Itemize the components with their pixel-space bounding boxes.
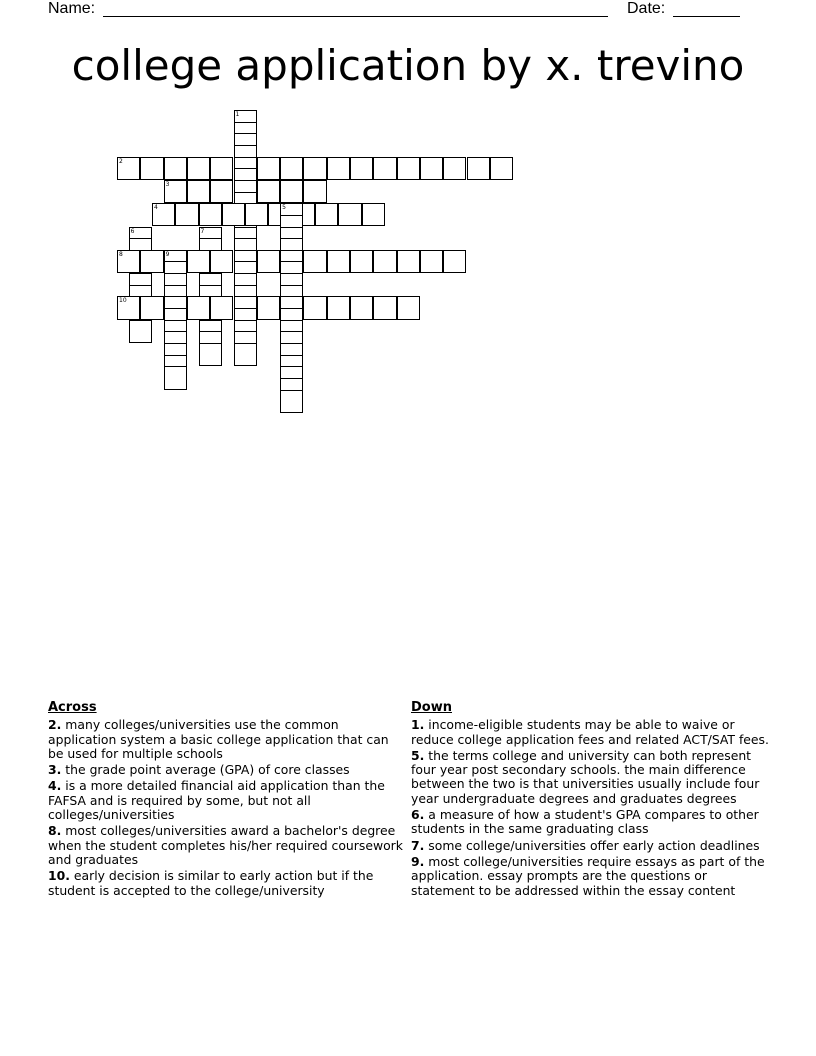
clue-number: 1. xyxy=(411,717,425,733)
cell-number: 4 xyxy=(153,204,158,212)
puzzle-title: college application by x. trevino xyxy=(71,41,745,90)
clue-text: many colleges/universities use the common application system a basic college application that can be used for multiple schools xyxy=(48,717,389,761)
across-clues xyxy=(48,701,403,900)
crossword-cell[interactable] xyxy=(303,157,326,180)
clue-across-10 xyxy=(48,869,403,898)
down-heading: Down xyxy=(411,700,452,715)
crossword-cell[interactable] xyxy=(222,203,245,226)
crossword-cell[interactable] xyxy=(187,180,210,203)
crossword-cell[interactable] xyxy=(140,250,163,273)
date-field[interactable] xyxy=(673,16,740,17)
crossword-cell[interactable] xyxy=(117,250,140,273)
crossword-cell[interactable] xyxy=(467,157,490,180)
crossword-cell[interactable] xyxy=(245,203,268,226)
crossword-cell[interactable] xyxy=(234,343,257,366)
date-label: Date: xyxy=(627,0,666,17)
crossword-cell[interactable] xyxy=(327,157,350,180)
crossword-cell[interactable] xyxy=(210,250,233,273)
crossword-cell[interactable] xyxy=(140,157,163,180)
clue-down-6 xyxy=(411,808,771,837)
cell-number: 8 xyxy=(119,250,123,258)
worksheet-header xyxy=(48,0,748,20)
cell-number: 7 xyxy=(200,227,205,235)
crossword-cell[interactable] xyxy=(187,157,210,180)
crossword-cell[interactable] xyxy=(140,296,163,319)
clue-number: 9. xyxy=(411,853,425,869)
crossword-cell[interactable] xyxy=(257,250,280,273)
crossword-cell[interactable] xyxy=(164,366,187,389)
clue-number: 5. xyxy=(411,747,425,763)
clue-down-7 xyxy=(411,839,771,853)
crossword-cell[interactable] xyxy=(362,203,385,226)
crossword-cell[interactable] xyxy=(350,250,373,273)
crossword-cell[interactable] xyxy=(175,203,198,226)
clue-text: the grade point average (GPA) of core classes xyxy=(65,762,350,778)
clue-text: most colleges/universities award a bachelor's degree when the student completes his/her required coursework and graduates xyxy=(48,823,403,867)
crossword-cell[interactable] xyxy=(280,180,303,203)
crossword-cell[interactable] xyxy=(210,296,233,319)
clue-down-5 xyxy=(411,749,771,806)
crossword-cell[interactable] xyxy=(397,250,420,273)
crossword-cell[interactable] xyxy=(397,157,420,180)
crossword-cell[interactable] xyxy=(303,180,326,203)
cell-number: 6 xyxy=(130,227,135,235)
clue-text: the terms college and university can both represent four year post secondary schools. the main difference between the two is that universities usually include four year undergraduate degrees and graduates degrees xyxy=(411,747,760,806)
down-clues xyxy=(411,701,771,900)
clue-text: early decision is similar to early action but if the student is accepted to the college/university xyxy=(48,868,374,898)
crossword-cell[interactable] xyxy=(443,250,466,273)
crossword-cell[interactable] xyxy=(373,250,396,273)
crossword-cell[interactable] xyxy=(315,203,338,226)
crossword-cell[interactable] xyxy=(350,296,373,319)
clue-text: income-eligible students may be able to waive or reduce college application fees and related ACT/SAT fees. xyxy=(411,717,769,747)
crossword-cell[interactable] xyxy=(257,180,280,203)
name-field[interactable] xyxy=(103,16,608,17)
crossword-cell[interactable] xyxy=(303,250,326,273)
crossword-cell[interactable] xyxy=(152,203,175,226)
crossword-cell[interactable] xyxy=(199,343,222,366)
clue-text: is a more detailed financial aid application than the FAFSA and is required by some, but not all colleges/universities xyxy=(48,778,385,823)
crossword-cell[interactable] xyxy=(280,157,303,180)
crossword-cell[interactable] xyxy=(303,296,326,319)
crossword-cell[interactable] xyxy=(373,296,396,319)
clue-number: 6. xyxy=(411,807,425,823)
clue-text: some college/universities offer early action deadlines xyxy=(428,837,760,853)
clue-down-1 xyxy=(411,718,771,747)
clue-number: 10. xyxy=(48,868,70,884)
crossword-cell[interactable] xyxy=(210,157,233,180)
crossword-cell[interactable] xyxy=(420,157,443,180)
clue-across-2 xyxy=(48,718,403,761)
clue-number: 8. xyxy=(48,823,62,839)
crossword-cell[interactable] xyxy=(327,250,350,273)
crossword-cell[interactable] xyxy=(420,250,443,273)
cell-number: 3 xyxy=(165,180,170,188)
crossword-cell[interactable] xyxy=(187,296,210,319)
crossword-cell[interactable] xyxy=(373,157,396,180)
crossword-cell[interactable] xyxy=(164,157,187,180)
clue-across-8 xyxy=(48,824,403,867)
clue-number: 3. xyxy=(48,762,62,778)
crossword-cell[interactable] xyxy=(280,390,303,413)
crossword-cell[interactable] xyxy=(443,157,466,180)
crossword-cell[interactable] xyxy=(327,296,350,319)
clue-number: 7. xyxy=(411,837,425,853)
cell-number: 10 xyxy=(119,297,127,305)
cell-number: 2 xyxy=(119,157,123,165)
across-heading: Across xyxy=(48,700,97,715)
clue-across-3 xyxy=(48,763,403,777)
crossword-cell[interactable] xyxy=(397,296,420,319)
crossword-cell[interactable] xyxy=(490,157,513,180)
cell-number: 9 xyxy=(165,250,170,258)
clue-number: 4. xyxy=(48,778,62,794)
crossword-cell[interactable] xyxy=(199,203,222,226)
crossword-cell[interactable] xyxy=(117,157,140,180)
cell-number: 5 xyxy=(282,204,286,212)
crossword-cell[interactable] xyxy=(257,157,280,180)
crossword-cell[interactable] xyxy=(350,157,373,180)
crossword-cell[interactable] xyxy=(257,296,280,319)
clue-text: a measure of how a student's GPA compares to other students in the same graduating class xyxy=(411,807,759,837)
clue-text: most college/universities require essays as part of the application. essay prompts are the questions or statement to be addressed within the essay content xyxy=(411,853,765,898)
crossword-cell[interactable] xyxy=(129,320,152,343)
crossword-cell[interactable] xyxy=(187,250,210,273)
clue-down-9 xyxy=(411,855,771,898)
crossword-cell[interactable] xyxy=(338,203,361,226)
crossword-cell[interactable] xyxy=(210,180,233,203)
clue-number: 2. xyxy=(48,717,62,733)
clue-across-4 xyxy=(48,779,403,822)
cell-number: 1 xyxy=(235,111,240,118)
crossword-cell[interactable] xyxy=(117,296,140,319)
name-label: Name: xyxy=(48,0,96,17)
crossword-cell[interactable] xyxy=(164,180,187,203)
